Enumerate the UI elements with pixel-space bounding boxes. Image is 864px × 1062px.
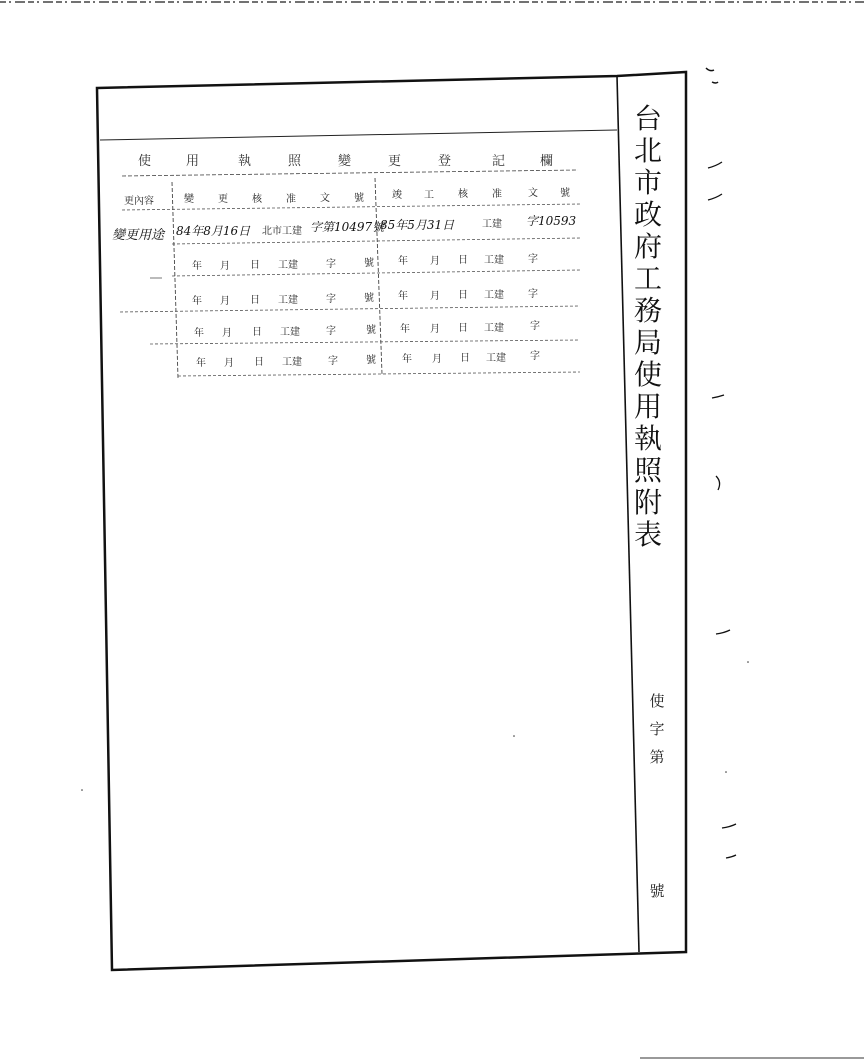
change-agency: 北市工建 [262,226,302,237]
col-header-completion-char: 文 [528,188,538,199]
title-char: 北 [633,134,662,167]
blank-year: 年 [192,296,202,307]
blank-char: 字 [328,356,338,367]
title-char: 附 [633,486,662,519]
blank-char: 字 [530,351,540,362]
blank-day: 日 [458,255,468,266]
col-header-change-char: 號 [354,193,364,204]
blank-number: 號 [364,293,374,304]
completion-date: 85年5月31日 [380,218,455,232]
blank-day: 日 [458,290,468,301]
blank-year: 年 [194,328,204,339]
col-header-change-char: 更 [218,194,228,205]
header-char: 照 [288,154,302,169]
blank-month: 月 [430,324,440,335]
blank-month: 月 [220,261,230,272]
blank-number: 號 [364,258,374,269]
blank-year: 年 [400,324,410,335]
blank-month: 月 [222,328,232,339]
completion-number: 字10593 [526,214,577,228]
blank-day: 日 [458,323,468,334]
blank-agency: 工建 [484,255,504,266]
col-header-change-char: 變 [184,194,194,205]
blank-char: 字 [528,254,538,265]
change-number: 字第10497號 [310,220,385,234]
title-char: 照 [633,454,662,487]
title-char: 府 [633,230,662,263]
col-header-content: 更內容 [124,196,154,207]
col-header-completion-char: 核 [458,189,468,200]
number-prefix-char: 第 [649,748,665,766]
title-char: 政 [633,198,662,231]
blank-year: 年 [402,354,412,365]
completion-agency: 工建 [482,219,502,230]
number-prefix-char: 使 [649,692,665,710]
blank-agency: 工建 [278,260,298,271]
header-char: 登 [438,154,452,169]
title-char: 執 [633,422,662,455]
title-char: 局 [633,326,662,359]
title-char: 使 [633,358,662,391]
blank-agency: 工建 [484,290,504,301]
blank-char: 字 [530,321,540,332]
blank-char: 字 [528,289,538,300]
header-char: 用 [186,154,200,169]
title-char: 台 [633,102,662,135]
blank-char: 字 [326,294,336,305]
blank-agency: 工建 [278,295,298,306]
blank-month: 月 [224,358,234,369]
col-header-change-char: 核 [252,194,262,205]
change-date: 84年8月16日 [176,224,251,238]
row-content: 變更用途 [112,228,165,243]
col-header-completion-char: 工 [424,190,434,201]
blank-day: 日 [254,357,264,368]
blank-number: 號 [366,355,376,366]
col-header-completion-char: 准 [492,189,502,200]
number-suffix: 號 [649,882,665,900]
blank-month: 月 [430,291,440,302]
header-char: 變 [338,154,352,169]
col-header-change-char: 文 [320,193,330,204]
title-char: 表 [633,518,662,551]
blank-year: 年 [398,291,408,302]
blank-month: 月 [220,296,230,307]
header-char: 欄 [540,154,554,169]
header-char: 更 [388,154,402,169]
number-prefix-char: 字 [649,720,665,738]
blank-agency: 工建 [282,357,302,368]
col-header-completion-char: 號 [560,188,570,199]
blank-year: 年 [196,358,206,369]
header-char: 使 [138,154,152,169]
blank-year: 年 [398,256,408,267]
header-char: 記 [492,154,506,169]
col-header-completion-char: 竣 [392,190,402,201]
title-char: 務 [633,294,662,327]
blank-agency: 工建 [280,327,300,338]
title-char: 市 [633,166,662,199]
title-char: 用 [633,390,662,423]
blank-day: 日 [460,353,470,364]
blank-year: 年 [192,261,202,272]
blank-day: 日 [250,260,260,271]
blank-day: 日 [250,295,260,306]
header-char: 執 [238,154,252,169]
blank-char: 字 [326,259,336,270]
blank-agency: 工建 [486,353,506,364]
col-header-change-char: 准 [286,194,296,205]
title-char: 工 [633,262,662,295]
blank-month: 月 [432,354,442,365]
blank-day: 日 [252,327,262,338]
blank-char: 字 [326,326,336,337]
blank-number: 號 [366,325,376,336]
blank-agency: 工建 [484,323,504,334]
blank-month: 月 [430,256,440,267]
